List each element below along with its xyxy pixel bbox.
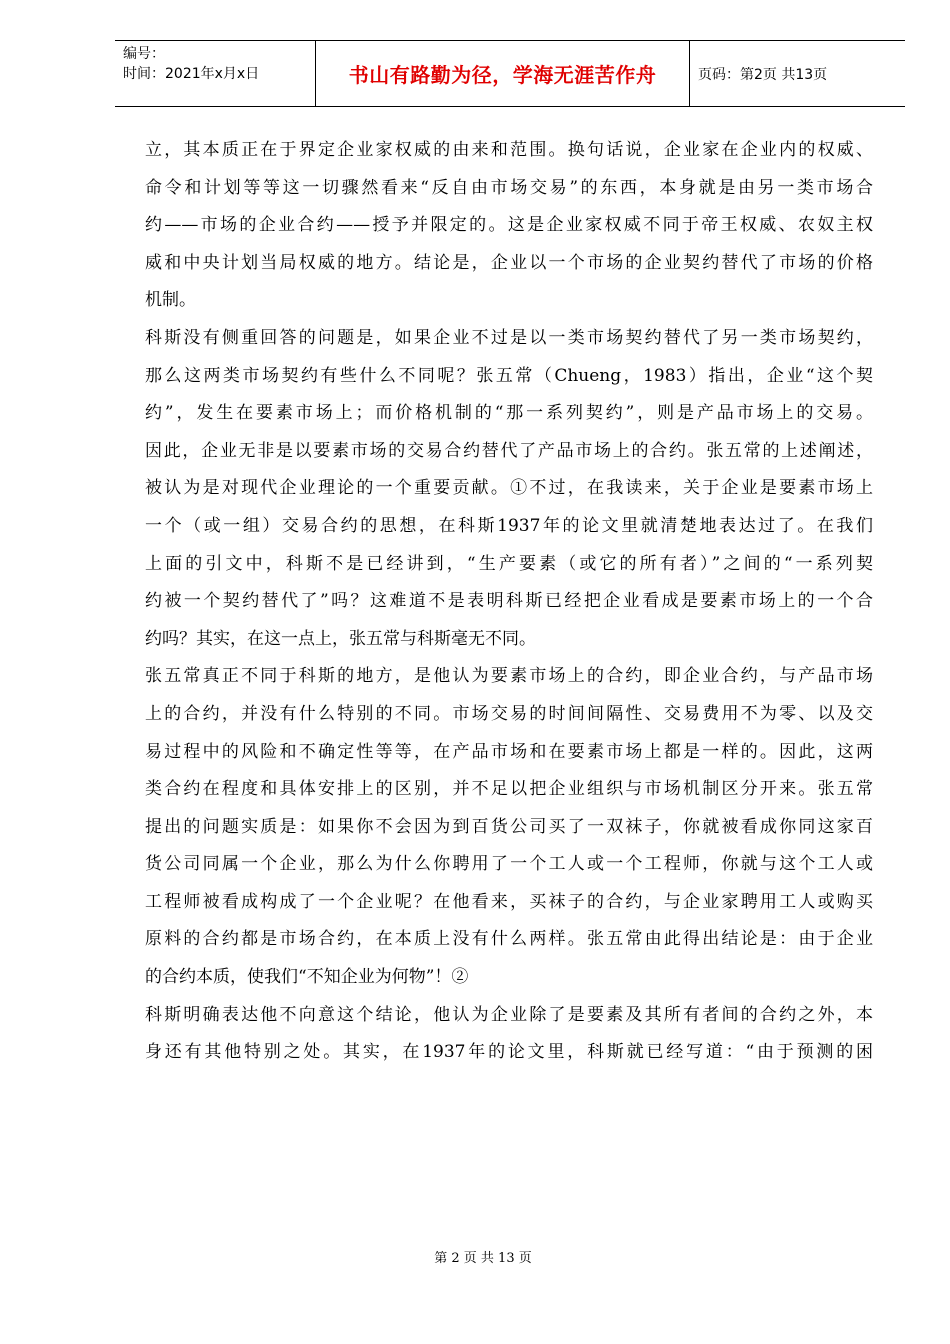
text-line: 身还有其他特别之处。其实，在1937年的论文里，科斯就已经写道：“由于预测的困 [145,1042,873,1063]
text-line: 工程师被看成构成了一个企业呢？在他看来，买袜子的合约，与企业家聘用工人或购买 [145,891,873,912]
text-line: 立，其本质正在于界定企业家权威的由来和范围。换句话说，企业家在企业内的权威、 [145,140,873,160]
document-body [145,132,873,1072]
text-line: 张五常真正不同于科斯的地方，是他认为要素市场上的合约，即企业合约，与产品市场 [145,666,873,687]
header-meta [115,41,316,106]
text-line: 约”，发生在要素市场上；而价格机制的“那一系列契约”，则是产品市场上的交易。 [145,403,873,424]
text-line: 约吗？其实，在这一点上，张五常与科斯毫无不同。 [145,628,536,649]
text-line: 科斯明确表达他不向意这个结论，他认为企业除了是要素及其所有者间的合约之外，本 [145,1004,873,1025]
text-line: 上面的引文中，科斯不是已经讲到，“生产要素（或它的所有者）”之间的“一系列契 [145,553,873,574]
header-page-info: 页码：第2页 共13页 [698,66,828,83]
text-line: 科斯没有侧重回答的问题是，如果企业不过是以一类市场契约替代了另一类市场契约， [145,327,873,348]
text-line: 那么这两类市场契约有些什么不同呢？张五常（Chueng，1983）指出，企业“这个契 [145,365,873,386]
text-line: 原料的合约都是市场合约，在本质上没有什么两样。张五常由此得出结论是：由于企业 [145,929,873,950]
text-line: 命令和计划等等这一切骤然看来“反自由市场交易”的东西，本身就是由另一类市场合 [145,177,873,198]
text-line: 提出的问题实质是：如果你不会因为到百货公司买了一双袜子，你就被看成你同这家百 [145,816,873,837]
document-number: 编号： [123,46,165,62]
text-line: 类合约在程度和具体安排上的区别，并不足以把企业组织与市场机制区分开来。张五常 [145,779,873,800]
text-line: 因此，企业无非是以要素市场的交易合约替代了产品市场上的合约。张五常的上述阐述， [145,440,873,461]
text-line: 上的合约，并没有什么特别的不同。市场交易的时间间隔性、交易费用不为零、以及交 [145,703,873,724]
text-line: 机制。 [145,290,196,311]
page-header [115,40,905,107]
text-line: 威和中央计划当局权威的地方。结论是，企业以一个市场的企业契约替代了市场的价格 [145,252,873,273]
text-line: 约——市场的企业合约——授予并限定的。这是企业家权威不同于帝王权威、农奴主权 [145,215,873,236]
text-line: 约被一个契约替代了”吗？这难道不是表明科斯已经把企业看成是要素市场上的一个合 [145,591,873,612]
text-line: 易过程中的风险和不确定性等等，在产品市场和在要素市场上都是一样的。因此，这两 [145,741,873,762]
document-date: 时间：2021年x月x日 [123,66,260,82]
text-line: 的合约本质，使我们“不知企业为何物”！② [145,967,469,988]
header-motto: 书山有路勤为径，学海无涯苦作舟 [316,41,690,106]
text-line: 一个（或一组）交易合约的思想，在科斯1937年的论文里就清楚地表达过了。在我们 [145,515,873,536]
page-footer: 第 2 页 共 13 页 [434,1251,532,1266]
text-line: 被认为是对现代企业理论的一个重要贡献。①不过，在我读来，关于企业是要素市场上 [145,478,873,499]
text-line: 货公司同属一个企业，那么为什么你聘用了一个工人或一个工程师，你就与这个工人或 [145,854,873,875]
